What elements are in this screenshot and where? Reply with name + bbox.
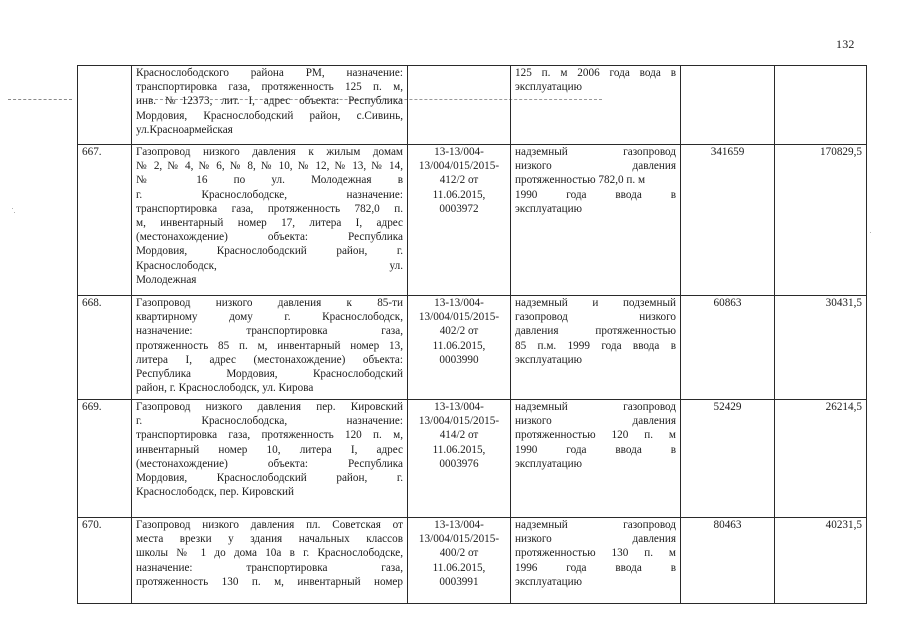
value-cell: 170829,5	[775, 145, 867, 296]
text-line: протяженность 85 п. м, инвентарный номер 13,	[136, 339, 403, 352]
text-line: 0003976	[439, 457, 479, 470]
scan-speck	[870, 232, 871, 233]
text-line: 402/2 от	[439, 325, 479, 338]
scan-speck	[12, 208, 13, 209]
object-characteristics	[511, 145, 681, 296]
text-line: газопровод низкого	[515, 311, 676, 324]
scan-artifact-line	[8, 99, 72, 100]
text-line: (местонахождение) объекта: Республика	[136, 231, 403, 244]
text-line: 11.06.2015,	[432, 188, 486, 201]
registration-number	[408, 145, 511, 296]
text-line: 11.06.2015,	[432, 443, 486, 456]
object-description	[132, 145, 408, 296]
value-cell: 80463	[681, 518, 775, 604]
value-cell: 30431,5	[775, 296, 867, 400]
text-line: № 16 по ул. Молодежная в	[136, 174, 403, 187]
registration-number	[408, 518, 511, 604]
text-line: г. Краснослободска, назначение:	[136, 415, 403, 428]
text-line: 13/004/015/2015-	[418, 415, 500, 428]
row-number: 670.	[78, 518, 132, 604]
registration-number	[408, 400, 511, 518]
text-line: 13-13/004-	[434, 401, 484, 413]
text-line: Мордовия, Краснослободский район, г.	[136, 472, 403, 485]
text-line: инв. №12373, лит. I, адрес объекта: Республика	[136, 95, 403, 108]
text-line: 0003972	[439, 202, 479, 215]
text-line: 1990 года ввода в	[515, 443, 676, 456]
value-cell: 60863	[681, 296, 775, 400]
registration-number	[408, 66, 511, 145]
text-line: низкого давления	[515, 415, 676, 428]
value-cell: 26214,5	[775, 400, 867, 518]
text-line: г. Краснослободске, назначение:	[136, 188, 403, 201]
text-line: (местонахождение) объекта: Республика	[136, 457, 403, 470]
text-line: эксплуатацию	[515, 575, 582, 588]
scan-speck	[14, 212, 15, 213]
text-line: протяженностью 120 п. м	[515, 429, 676, 442]
text-line: назначение: транспортировка газа,	[136, 561, 403, 574]
text-line: № 2, № 4, № 6, № 8, № 10, № 12, № 13, № 14,	[136, 160, 403, 173]
object-characteristics	[511, 296, 681, 400]
object-description	[132, 296, 408, 400]
text-line: инвентарный номер 10, литера I, адрес	[136, 443, 403, 456]
text-line: литера I, адрес (местонахождение) объекта:	[136, 353, 403, 366]
text-line: Газопровод низкого давления пл. Советская от	[136, 519, 403, 531]
text-line: Краснослободск, пер. Кировский	[136, 486, 295, 499]
object-characteristics	[511, 400, 681, 518]
text-line: 11.06.2015,	[432, 339, 486, 352]
row-number: 668.	[78, 296, 132, 400]
text-line: транспортировка газа, протяженность 782,0 п.	[136, 202, 403, 215]
text-line: 412/2 от	[439, 174, 479, 187]
row-number	[78, 66, 132, 145]
text-line: эксплуатацию	[515, 353, 582, 366]
object-description	[132, 66, 408, 145]
text-line: надземный и подземный	[515, 297, 676, 309]
text-line: 13/004/015/2015-	[418, 160, 500, 173]
text-line: места врезки у здания начальных классов	[136, 533, 403, 546]
text-line: Газопровод низкого давления к жилым домам	[136, 146, 403, 158]
table-row	[78, 518, 867, 604]
object-characteristics	[511, 518, 681, 604]
text-line: давления протяженностью	[515, 325, 676, 338]
text-line: протяженностью 782,0 п. м	[515, 174, 646, 187]
page-number: 132	[836, 37, 855, 51]
value-cell	[681, 66, 775, 145]
text-line: Краснослободск, ул.	[136, 259, 403, 272]
text-line: 13-13/004-	[434, 146, 484, 158]
text-line: 0003990	[439, 353, 479, 366]
row-number: 667.	[78, 145, 132, 296]
text-line: 13-13/004-	[434, 519, 484, 531]
text-line: низкого давления	[515, 533, 676, 546]
text-line: 85 п.м. 1999 года ввода в	[515, 339, 676, 352]
table-row	[78, 296, 867, 400]
value-cell: 40231,5	[775, 518, 867, 604]
text-line: Газопровод низкого давления к 85-ти	[136, 297, 403, 309]
text-line: низкого давления	[515, 160, 676, 173]
text-line: транспортировка газа, протяженность 120 п. м,	[136, 429, 403, 442]
text-line: эксплуатацию	[515, 81, 582, 94]
text-line: Молодежная	[136, 273, 197, 286]
text-line: 400/2 от	[439, 547, 479, 560]
table-row	[78, 400, 867, 518]
text-line: надземный газопровод	[515, 146, 676, 158]
text-line: 11.06.2015,	[432, 561, 486, 574]
text-line: м, инвентарный номер 17, литера I, адрес	[136, 217, 403, 230]
text-line: назначение: транспортировка газа,	[136, 325, 403, 338]
text-line: Газопровод низкого давления пер. Кировский	[136, 401, 403, 413]
text-line: Краснослободского района РМ, назначение:	[136, 67, 403, 79]
text-line: протяженность 130 п. м, инвентарный номер	[136, 575, 403, 588]
text-line: эксплуатацию	[515, 202, 582, 215]
property-register-table	[77, 65, 867, 604]
text-line: 1990 года ввода в	[515, 188, 676, 201]
text-line: 414/2 от	[439, 429, 479, 442]
text-line: ул.Красноармейская	[136, 123, 233, 136]
text-line: Мордовия, Краснослободский район, г.	[136, 245, 403, 258]
table-row	[78, 145, 867, 296]
value-cell: 52429	[681, 400, 775, 518]
row-number: 669.	[78, 400, 132, 518]
text-line: 13-13/004-	[434, 297, 484, 309]
object-description	[132, 400, 408, 518]
text-line: 13/004/015/2015-	[418, 533, 500, 546]
text-line: Республика Мордовия, Краснослободский	[136, 368, 403, 381]
text-line: квартирному дому г. Краснослободск,	[136, 311, 403, 324]
object-characteristics	[511, 66, 681, 145]
value-cell	[775, 66, 867, 145]
value-cell: 341659	[681, 145, 775, 296]
text-line: 125 п. м 2006 года вода в	[515, 67, 676, 79]
text-line: район, г. Краснослободск, ул. Кирова	[136, 382, 314, 395]
registration-number	[408, 296, 511, 400]
text-line: протяженностью 130 п. м	[515, 547, 676, 560]
text-line: транспортировка газа, протяженность 125 п. м,	[136, 81, 403, 94]
text-line: надземный газопровод	[515, 519, 676, 531]
text-line: школы № 1 до дома 10а в г. Краснослободске,	[136, 547, 403, 560]
table-row	[78, 66, 867, 145]
text-line: 13/004/015/2015-	[418, 311, 500, 324]
text-line: 1996 года ввода в	[515, 561, 676, 574]
text-line: надземный газопровод	[515, 401, 676, 413]
text-line: эксплуатацию	[515, 457, 582, 470]
text-line: 0003991	[439, 575, 479, 588]
text-line: Мордовия, Краснослободский район, с.Сивинь,	[136, 109, 403, 122]
object-description	[132, 518, 408, 604]
